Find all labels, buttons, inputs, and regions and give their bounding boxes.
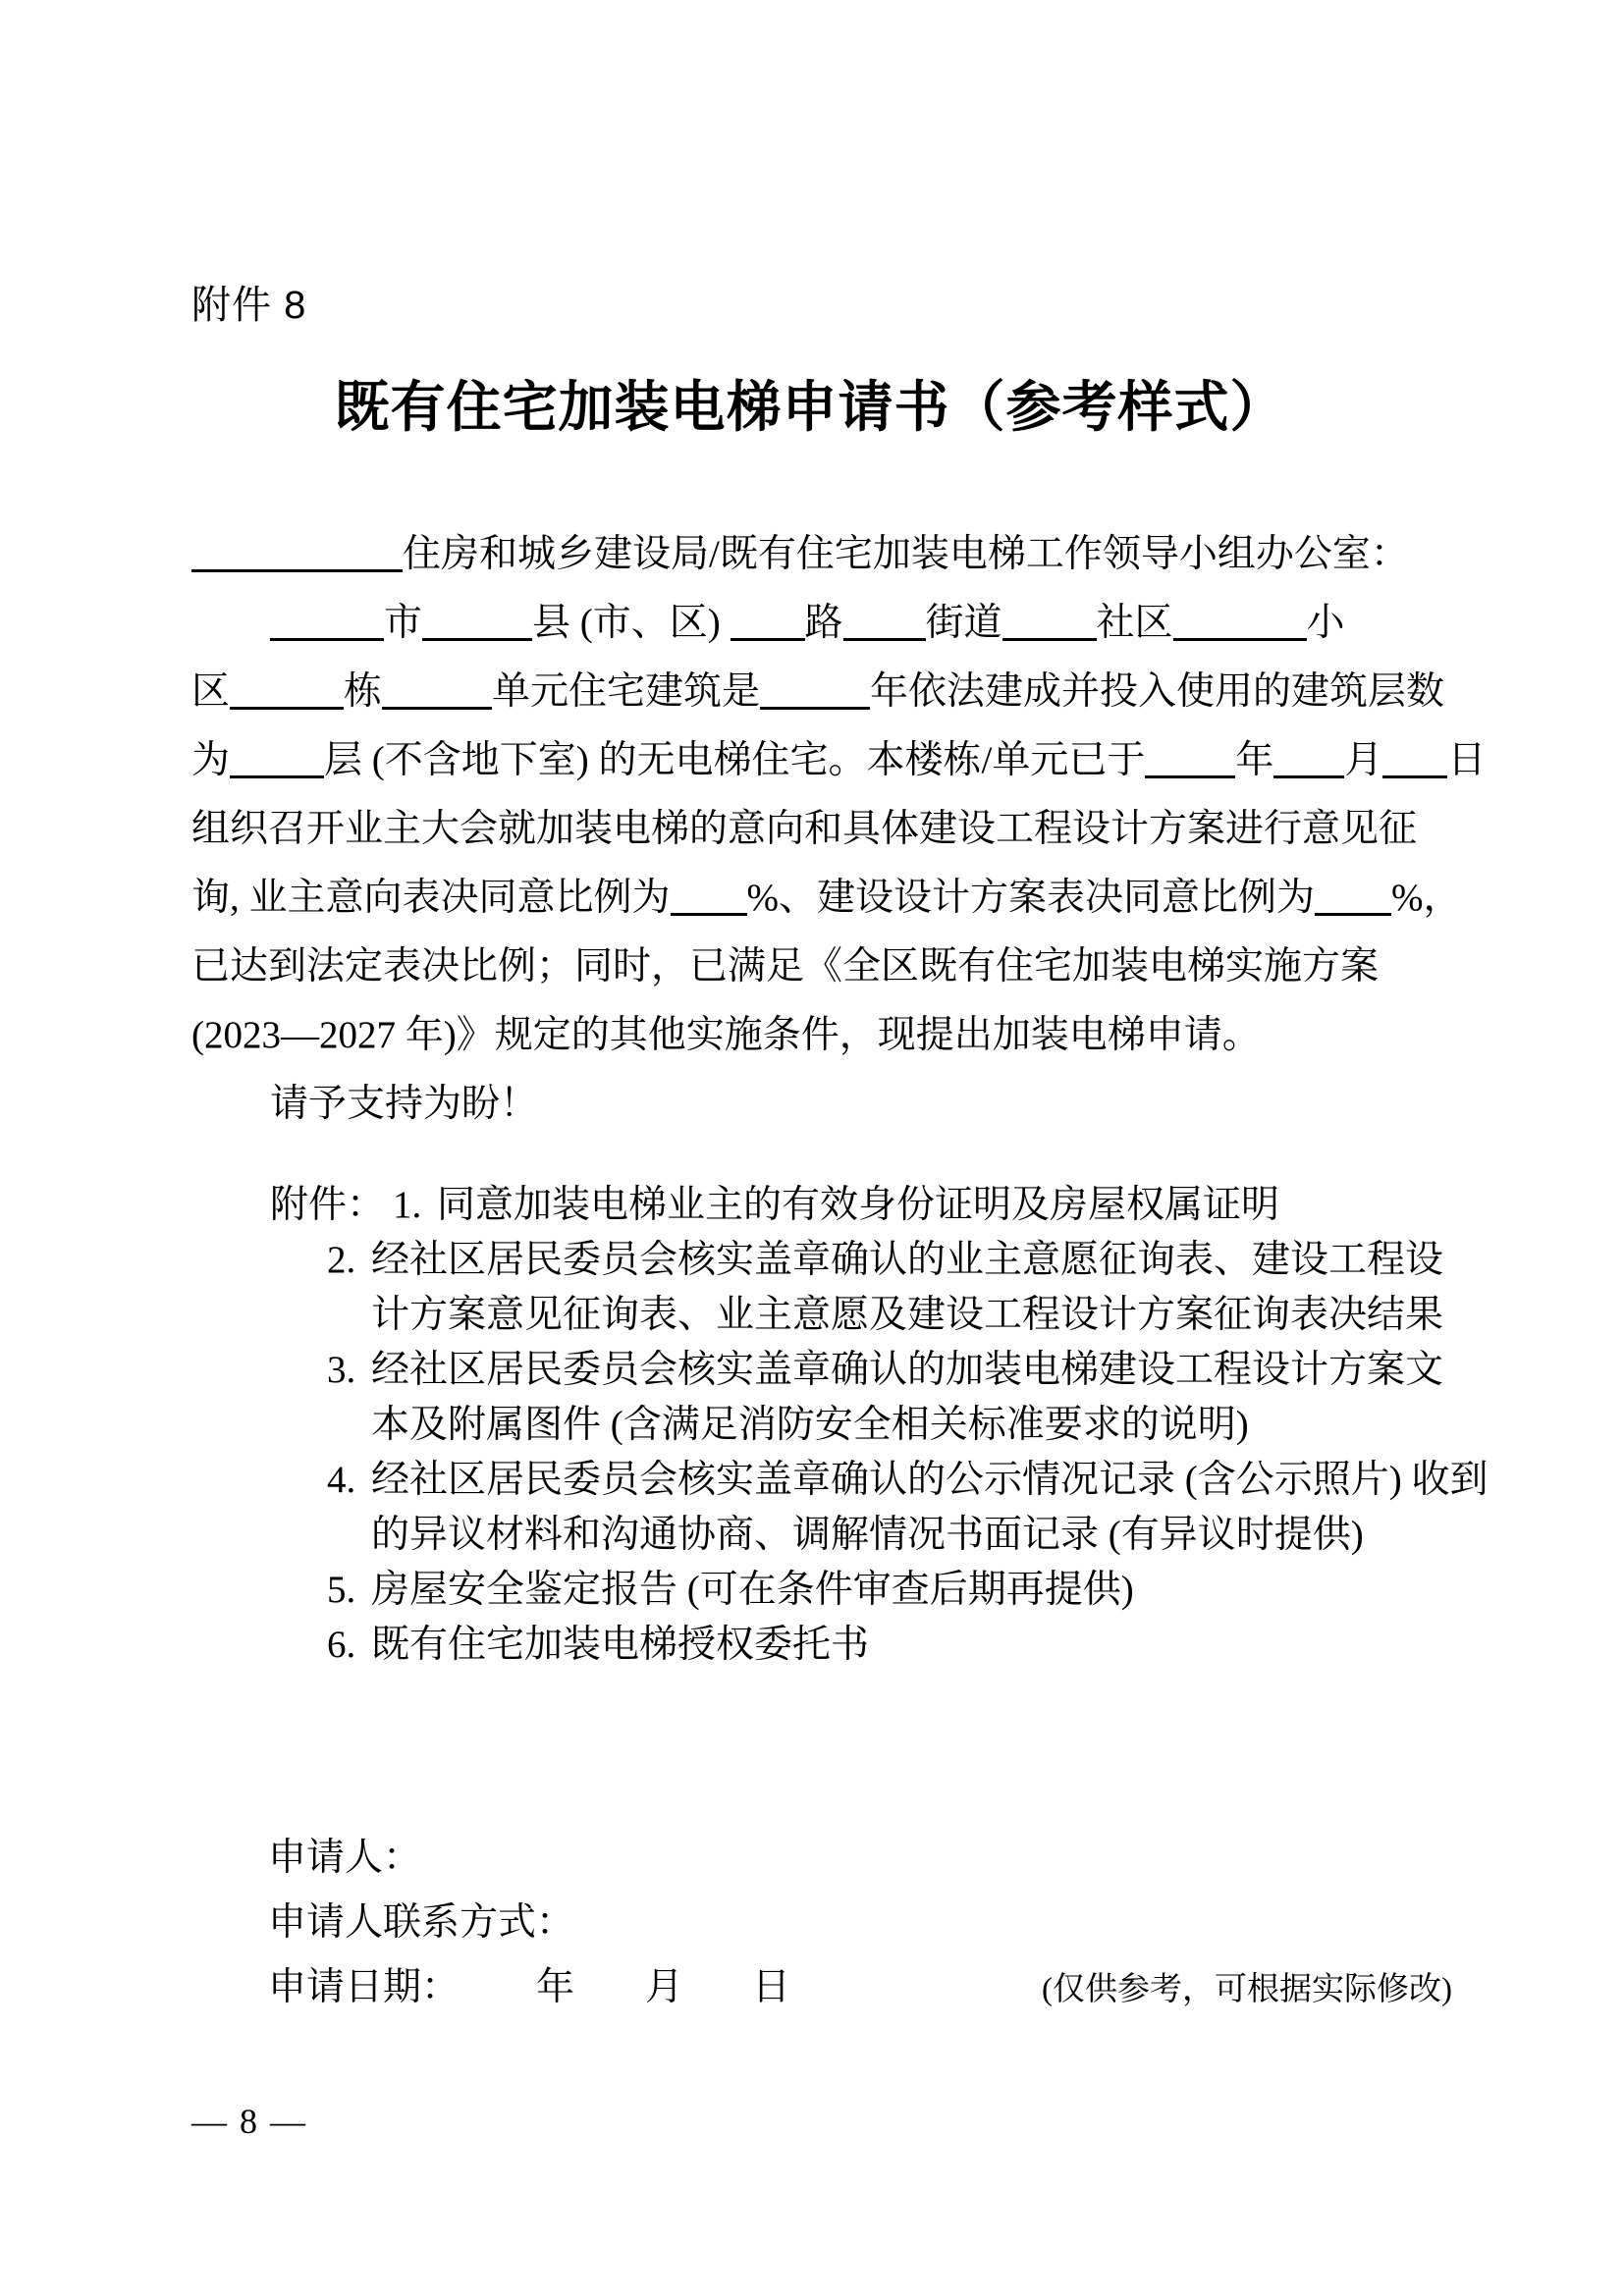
date-fields <box>268 1955 790 2020</box>
paragraph-line <box>191 864 1462 933</box>
reference-note: (仅供参考，可根据实际修改) <box>1042 1972 1452 2007</box>
fill-in-blank <box>1273 737 1344 778</box>
item-number: 1. <box>393 1184 422 1226</box>
attachment-number: 附件 8 <box>191 284 307 327</box>
fill-in-blank <box>760 668 870 710</box>
fill-in-blank <box>843 600 926 641</box>
text-run: 同意加装电梯业主的有效身份证明及房屋权属证明 <box>437 1184 1280 1226</box>
text-run: %、建设设计方案表决同意比例为 <box>746 877 1316 919</box>
item-number: 3. <box>327 1349 356 1391</box>
attachment-item-line <box>327 1563 1429 1618</box>
application-date-line <box>268 1955 1452 2020</box>
attachment-item-line <box>371 1508 1429 1563</box>
paragraph-line <box>191 795 1429 864</box>
text-run: 年 <box>1235 739 1274 781</box>
text-run: 房屋安全鉴定报告 (可在条件审查后期再提供) <box>371 1569 1134 1611</box>
text-run: 日 <box>1447 739 1487 781</box>
page-number: — 8 — <box>191 2102 307 2141</box>
text-run: 单元住宅建筑是 <box>492 670 761 713</box>
paragraph-line <box>191 589 1429 658</box>
text-run: 年 <box>536 1966 575 2008</box>
fill-in-blank <box>1315 875 1391 916</box>
paragraph-line <box>191 1001 1429 1070</box>
text-run: 计方案意见征询表、业主意愿及建设工程设计方案征询表决结果 <box>371 1294 1444 1336</box>
text-run: 年依法建成并投入使用的建筑层数 <box>870 670 1445 713</box>
fill-in-blank <box>1382 737 1447 778</box>
text-run: (2023—2027 年)》规定的其他实施条件，现提出加装电梯申请。 <box>191 1014 1261 1056</box>
text-run: 月 <box>645 1966 684 2008</box>
fill-in-blank <box>1002 600 1097 641</box>
attachments-list <box>191 1178 1489 1673</box>
text-run: 住房和城乡建设局/既有住宅加装电梯工作领导小组办公室： <box>403 533 1409 575</box>
text-run: 日 <box>752 1966 791 2008</box>
fill-in-blank <box>1145 737 1235 778</box>
paragraph-line <box>191 933 1429 1001</box>
applicant-contact-label: 申请人联系方式： <box>268 1901 575 1944</box>
fill-in-blank <box>382 668 492 710</box>
text-run: 层 (不含地下室) 的无电梯住宅。本楼栋/单元已于 <box>324 739 1146 781</box>
fill-in-blank <box>191 531 403 572</box>
signature-block <box>191 1826 1452 2020</box>
text-run: 县 (市、区) <box>532 602 731 644</box>
fill-in-blank <box>1173 600 1307 641</box>
text-run: 既有住宅加装电梯授权委托书 <box>371 1624 870 1666</box>
body-paragraph <box>191 589 1487 1139</box>
fill-in-blank <box>731 600 805 641</box>
fill-in-blank <box>671 875 747 916</box>
item-number: 6. <box>327 1624 356 1666</box>
paragraph-line <box>191 658 1445 726</box>
fill-in-blank <box>230 737 324 778</box>
text-run: 经社区居民委员会核实盖章确认的业主意愿征询表、建设工程设 <box>371 1239 1444 1281</box>
text-run: 街道 <box>925 602 1002 644</box>
text-run: 询, 业主意向表决同意比例为 <box>191 877 671 919</box>
text-run: 组织召开业主大会就加装电梯的意向和具体建设工程设计方案进行意见征 <box>191 808 1418 850</box>
text-run: 市 <box>384 602 423 644</box>
applicant-label: 申请人： <box>268 1837 422 1879</box>
attachment-item-line <box>327 1618 1429 1673</box>
text-run: 已达到法定表决比例；同时，已满足《全区既有住宅加装电梯实施方案 <box>191 945 1380 988</box>
fill-in-blank <box>422 600 532 641</box>
salutation-line <box>191 520 1429 589</box>
page-title: 既有住宅加装电梯申请书（参考样式） <box>334 376 1286 438</box>
text-run: 为 <box>191 739 231 781</box>
text-run: 栋 <box>344 670 383 713</box>
item-number: 5. <box>327 1569 356 1611</box>
paragraph-line <box>191 726 1487 795</box>
paragraph-line <box>191 1070 1429 1139</box>
attachment-item-line <box>327 1453 1489 1508</box>
attachment-item-line <box>371 1398 1429 1453</box>
text-run: 路 <box>804 602 843 644</box>
text-run: 区 <box>191 670 231 713</box>
text-run: 本及附属图件 (含满足消防安全相关标准要求的说明) <box>371 1404 1249 1446</box>
text-run: 的异议材料和沟通协商、调解情况书面记录 (有异议时提供) <box>371 1514 1364 1556</box>
text-run: 经社区居民委员会核实盖章确认的公示情况记录 (含公示照片) 收到 <box>371 1459 1489 1501</box>
attachment-item-line <box>270 1178 1429 1233</box>
attachment-item-line <box>327 1233 1444 1288</box>
text-run: %， <box>1391 877 1462 919</box>
item-number: 4. <box>327 1459 356 1501</box>
text-run: 经社区居民委员会核实盖章确认的加装电梯建设工程设计方案文 <box>371 1349 1444 1391</box>
fill-in-blank <box>270 600 384 641</box>
attachments-label: 附件： <box>270 1184 386 1226</box>
text-run: 月 <box>1344 739 1383 781</box>
item-number: 2. <box>327 1239 356 1281</box>
fill-in-blank <box>230 668 344 710</box>
text-run: 申请日期： <box>268 1966 460 2008</box>
text-run: 社区 <box>1096 602 1173 644</box>
attachment-item-line <box>371 1288 1444 1343</box>
text-run: 小 <box>1306 602 1345 644</box>
text-run: 请予支持为盼！ <box>270 1083 539 1125</box>
attachment-item-line <box>327 1343 1444 1398</box>
